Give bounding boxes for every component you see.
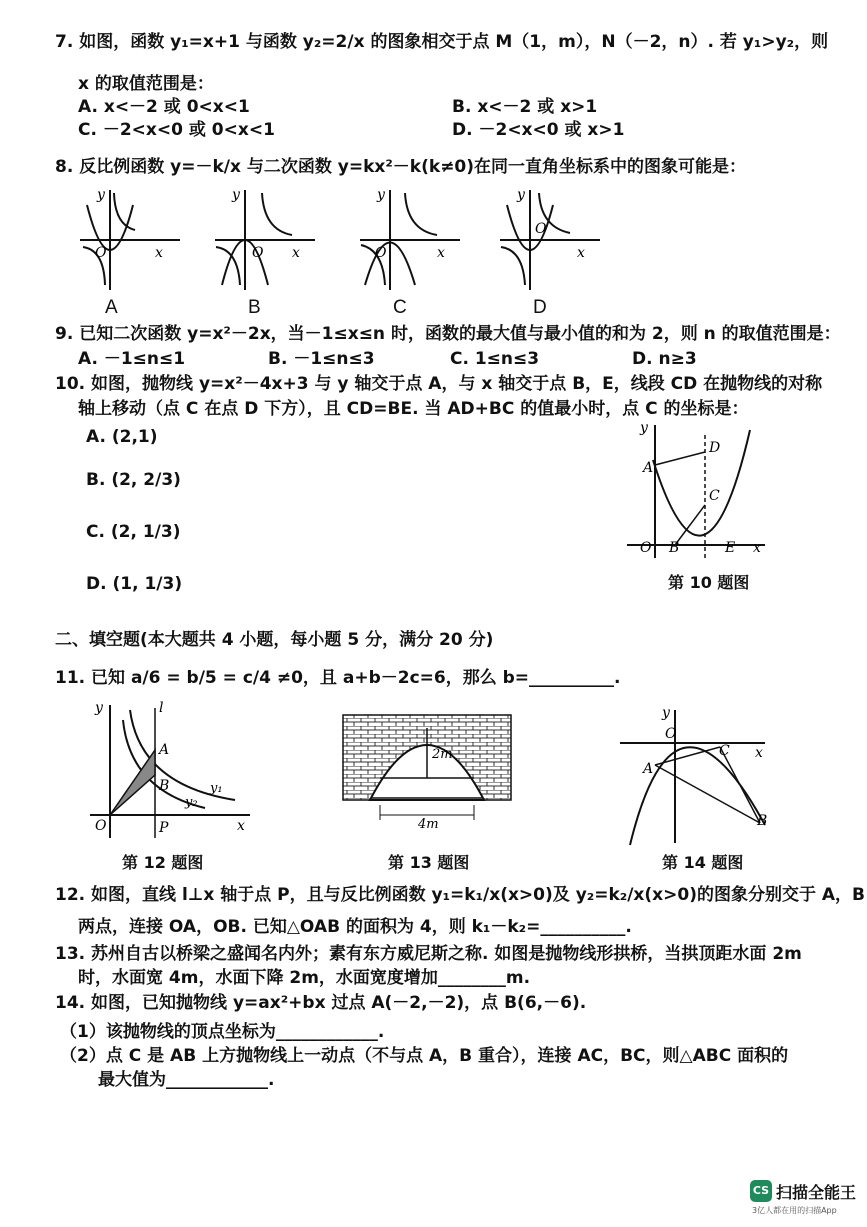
svg-text:l: l (159, 700, 164, 716)
svg-text:B: B (159, 778, 170, 794)
svg-text:x: x (155, 245, 163, 261)
svg-text:x: x (753, 540, 761, 556)
q8-label-a: A (105, 297, 118, 318)
svg-text:x: x (577, 245, 585, 261)
svg-text:x: x (755, 745, 763, 761)
q7-option-a: A. x<－2 或 0<x<1 (78, 97, 250, 117)
q11-stem: 11. 已知 a/6 = b/5 = c/4 ≠0，且 a+b－2c=6，那么 b=__________. (55, 668, 621, 688)
q12-figure (85, 700, 255, 840)
q9-option-c: C. 1≤n≤3 (450, 349, 540, 369)
svg-text:O: O (375, 245, 387, 261)
q13-height-label: 2m (432, 747, 453, 762)
q14-figure (615, 705, 775, 845)
q9-stem: 9. 已知二次函数 y=x²－2x，当－1≤x≤n 时，函数的最大值与最小值的和为 2，则 n 的取值范围是： (55, 324, 841, 344)
q10-option-a: A. (2,1) (86, 427, 158, 447)
q10-figure (625, 420, 770, 560)
svg-text:y: y (517, 187, 525, 203)
svg-text:B: B (757, 813, 768, 829)
q13-figure (340, 710, 515, 830)
svg-text:x: x (237, 818, 245, 834)
section2-heading: 二、填空题(本大题共 4 小题，每小题 5 分，满分 20 分) (55, 630, 494, 650)
svg-text:O: O (640, 540, 652, 556)
q9-option-a: A. －1≤n≤1 (78, 349, 186, 369)
svg-text:x: x (292, 245, 300, 261)
q14-part1: （1）该抛物线的顶点坐标为____________. (60, 1022, 385, 1042)
q7-option-b: B. x<－2 或 x>1 (452, 97, 598, 117)
svg-text:A: A (643, 761, 654, 777)
svg-text:y₂: y₂ (185, 795, 198, 810)
svg-text:O: O (535, 221, 547, 237)
svg-text:O: O (95, 818, 107, 834)
q7-option-c: C. －2<x<0 或 0<x<1 (78, 120, 275, 140)
q8-graph-b (210, 185, 320, 295)
q14-stem: 14. 如图，已知抛物线 y=ax²+bx 过点 A(－2,－2)，点 B(6,－6). (55, 993, 587, 1013)
q7-stem-cont: x 的取值范围是： (78, 74, 214, 94)
svg-text:B: B (669, 540, 680, 556)
q8-label-b: B (248, 297, 261, 318)
q8-stem: 8. 反比例函数 y=－k/x 与二次函数 y=kx²－k(k≠0)在同一直角坐标系中的图象可能是： (55, 157, 747, 177)
svg-text:y: y (97, 187, 105, 203)
svg-text:x: x (437, 245, 445, 261)
q8-graph-c (355, 185, 465, 295)
q10-stem-cont: 轴上移动（点 C 在点 D 下方），且 CD=BE. 当 AD+BC 的值最小时，点 C 的坐标是： (78, 399, 749, 419)
q10-stem: 10. 如图，抛物线 y=x²－4x+3 与 y 轴交于点 A，与 x 轴交于点 B，E，线段 CD 在抛物线的对称 (55, 374, 823, 394)
q12-stem: 12. 如图，直线 l⊥x 轴于点 P，且与反比例函数 y₁=k₁/x(x>0)及 y₂=k₂/x(x>0)的图象分别交于 A，B (55, 885, 865, 905)
svg-text:y₁: y₁ (210, 781, 223, 796)
q13-stem: 13. 苏州自古以桥梁之盛闻名内外；素有东方威尼斯之称. 如图是抛物线形拱桥，当拱顶距水面 2m (55, 944, 802, 964)
q14-part2: （2）点 C 是 AB 上方抛物线上一动点（不与点 A，B 重合），连接 AC，BC，则△ABC 面积的 (60, 1046, 789, 1066)
q10-option-d: D. (1, 1/3) (86, 574, 183, 594)
q12-caption: 第 12 题图 (122, 853, 204, 872)
q10-caption: 第 10 题图 (668, 573, 750, 592)
q13-caption: 第 13 题图 (388, 853, 470, 872)
q14-part2-cont: 最大值为____________. (98, 1070, 275, 1090)
q8-label-d: D (533, 297, 547, 318)
svg-text:y: y (640, 420, 648, 436)
q9-option-d: D. n≥3 (632, 349, 697, 369)
svg-text:y: y (377, 187, 385, 203)
svg-text:D: D (709, 440, 721, 456)
q13-width-label: 4m (418, 817, 439, 832)
scanner-tagline: 3亿人都在用的扫描App (752, 1206, 837, 1215)
q7-stem: 7. 如图，函数 y₁=x+1 与函数 y₂=2/x 的图象相交于点 M（1，m），N（－2，n）. 若 y₁>y₂，则 (55, 32, 829, 52)
scanner-app-name: 扫描全能王 (776, 1183, 857, 1202)
svg-text:y: y (662, 705, 670, 721)
q8-graph-d (495, 185, 605, 295)
q7-option-d: D. －2<x<0 或 x>1 (452, 120, 625, 140)
svg-text:A: A (643, 460, 654, 476)
q13-stem-cont: 时，水面宽 4m，水面下降 2m，水面宽度增加________m. (78, 968, 531, 988)
q9-option-b: B. －1≤n≤3 (268, 349, 375, 369)
q10-option-c: C. (2, 1/3) (86, 522, 181, 542)
svg-text:E: E (725, 540, 736, 556)
svg-text:y: y (232, 187, 240, 203)
svg-text:y: y (95, 700, 103, 716)
q10-option-b: B. (2, 2/3) (86, 470, 181, 490)
q14-caption: 第 14 题图 (662, 853, 744, 872)
q8-label-c: C (393, 297, 407, 318)
q8-graph-a (75, 185, 185, 295)
svg-text:O: O (665, 726, 677, 742)
svg-text:P: P (159, 820, 169, 836)
svg-text:O: O (95, 245, 107, 261)
scanner-logo-icon: CS (750, 1180, 772, 1202)
svg-text:C: C (709, 488, 720, 504)
q12-stem-cont: 两点，连接 OA，OB. 已知△OAB 的面积为 4，则 k₁－k₂=__________. (78, 917, 632, 937)
svg-text:C: C (719, 743, 730, 759)
svg-text:A: A (159, 742, 170, 758)
svg-text:O: O (252, 245, 264, 261)
